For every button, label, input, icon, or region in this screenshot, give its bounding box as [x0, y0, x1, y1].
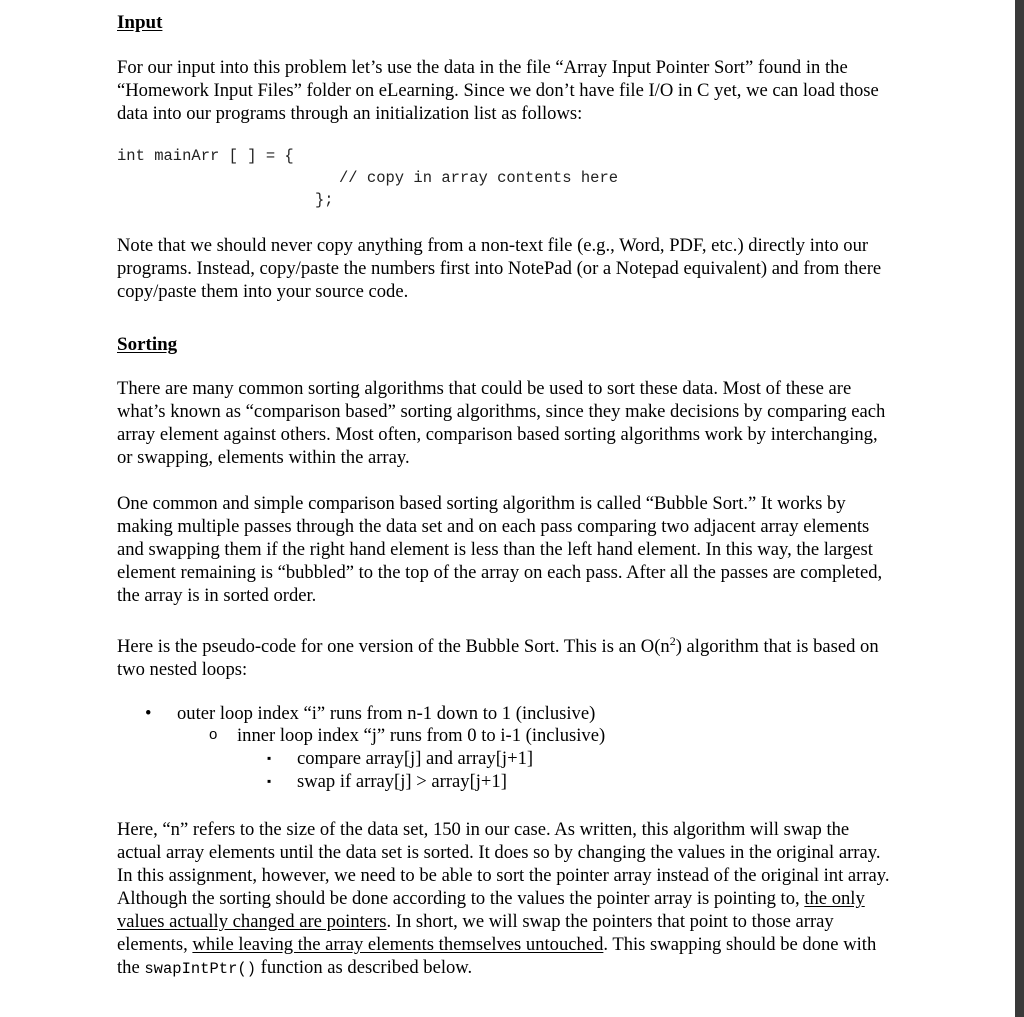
- para4-underlined-1: the only values actually changed are pointers: [117, 888, 865, 932]
- bullet-square-icon: ▪: [267, 751, 272, 765]
- para4-text-a: Here, “n” refers to the size of the data set, 150 in our case. As written, this algorithm will swap the actual array elements until the data set is sorted. It does so by changing the values in the original array. In this assignment, however, we need to be able to sort the pointer array instead of the original int array. Although the sorting should be done according to the values the pointer array is pointing to,: [117, 819, 890, 909]
- sorting-paragraph-3: [117, 630, 892, 681]
- code-line-comment: // copy in array contents here: [339, 169, 619, 187]
- para4-text-d: function as described below.: [256, 957, 473, 978]
- bullet-outer-loop: outer loop index “i” runs from n-1 down to 1 (inclusive): [177, 703, 596, 724]
- page-edge-divider: [1015, 0, 1024, 1017]
- bullet-inner-loop: inner loop index “j” runs from 0 to i-1 (inclusive): [237, 725, 606, 746]
- swap-function-code: swapIntPtr(): [144, 960, 256, 978]
- bullet-disc-icon: •: [145, 703, 152, 724]
- para3-superscript: 2: [669, 634, 676, 648]
- sorting-heading: Sorting: [117, 334, 178, 355]
- code-line-closing: };: [315, 191, 334, 209]
- para3-text-a: Here is the pseudo-code for one version of the Bubble Sort. This is an O(n: [117, 636, 670, 658]
- bullet-swap: swap if array[j] > array[j+1]: [297, 771, 507, 792]
- sorting-paragraph-2: One common and simple comparison based sorting algorithm is called “Bubble Sort.” It works by making multiple passes through the data set and on each pass comparing two adjacent array elements and swapping them if the right hand element is less than the left hand element. In this way, the largest element remaining is “bubbled” to the top of the array on each pass. After all the passes are completed, the array is in sorted order.: [117, 493, 883, 606]
- sorting-paragraph-4: [117, 818, 897, 981]
- para4-text-b: . In short, we will swap the pointers that point to those array elements,: [117, 911, 834, 955]
- input-intro-paragraph: For our input into this problem let’s use the data in the file “Array Input Pointer Sort” found in the “Homework Input Files” folder on eLearning. Since we don’t have file I/O in C yet, we can load those data into our programs through an initialization list as follows:: [117, 57, 879, 124]
- note-paragraph: Note that we should never copy anything from a non-text file (e.g., Word, PDF, etc.) directly into our programs. Instead, copy/paste the numbers first into NotePad (or a Notepad equivalent) and from there copy/paste them into your source code.: [117, 235, 882, 302]
- code-line-declaration: int mainArr [ ] = {: [117, 147, 294, 165]
- para4-text-c: . This swapping should be done with the: [117, 934, 877, 978]
- para4-underlined-2: while leaving the array elements themselves untouched: [192, 934, 604, 955]
- para3-text-b: ) algorithm that is based on two nested loops:: [117, 636, 879, 681]
- bullet-compare: compare array[j] and array[j+1]: [297, 748, 534, 769]
- bullet-circle-icon: o: [209, 726, 218, 743]
- input-heading: Input: [117, 12, 163, 33]
- sorting-paragraph-1: There are many common sorting algorithms that could be used to sort these data. Most of these are what’s known as “comparison based” sorting algorithms, since they make decisions by comparing each array element against others. Most often, comparison based sorting algorithms work by interchanging, or swapping, elements within the array.: [117, 378, 886, 468]
- bullet-square-icon: ▪: [267, 774, 272, 788]
